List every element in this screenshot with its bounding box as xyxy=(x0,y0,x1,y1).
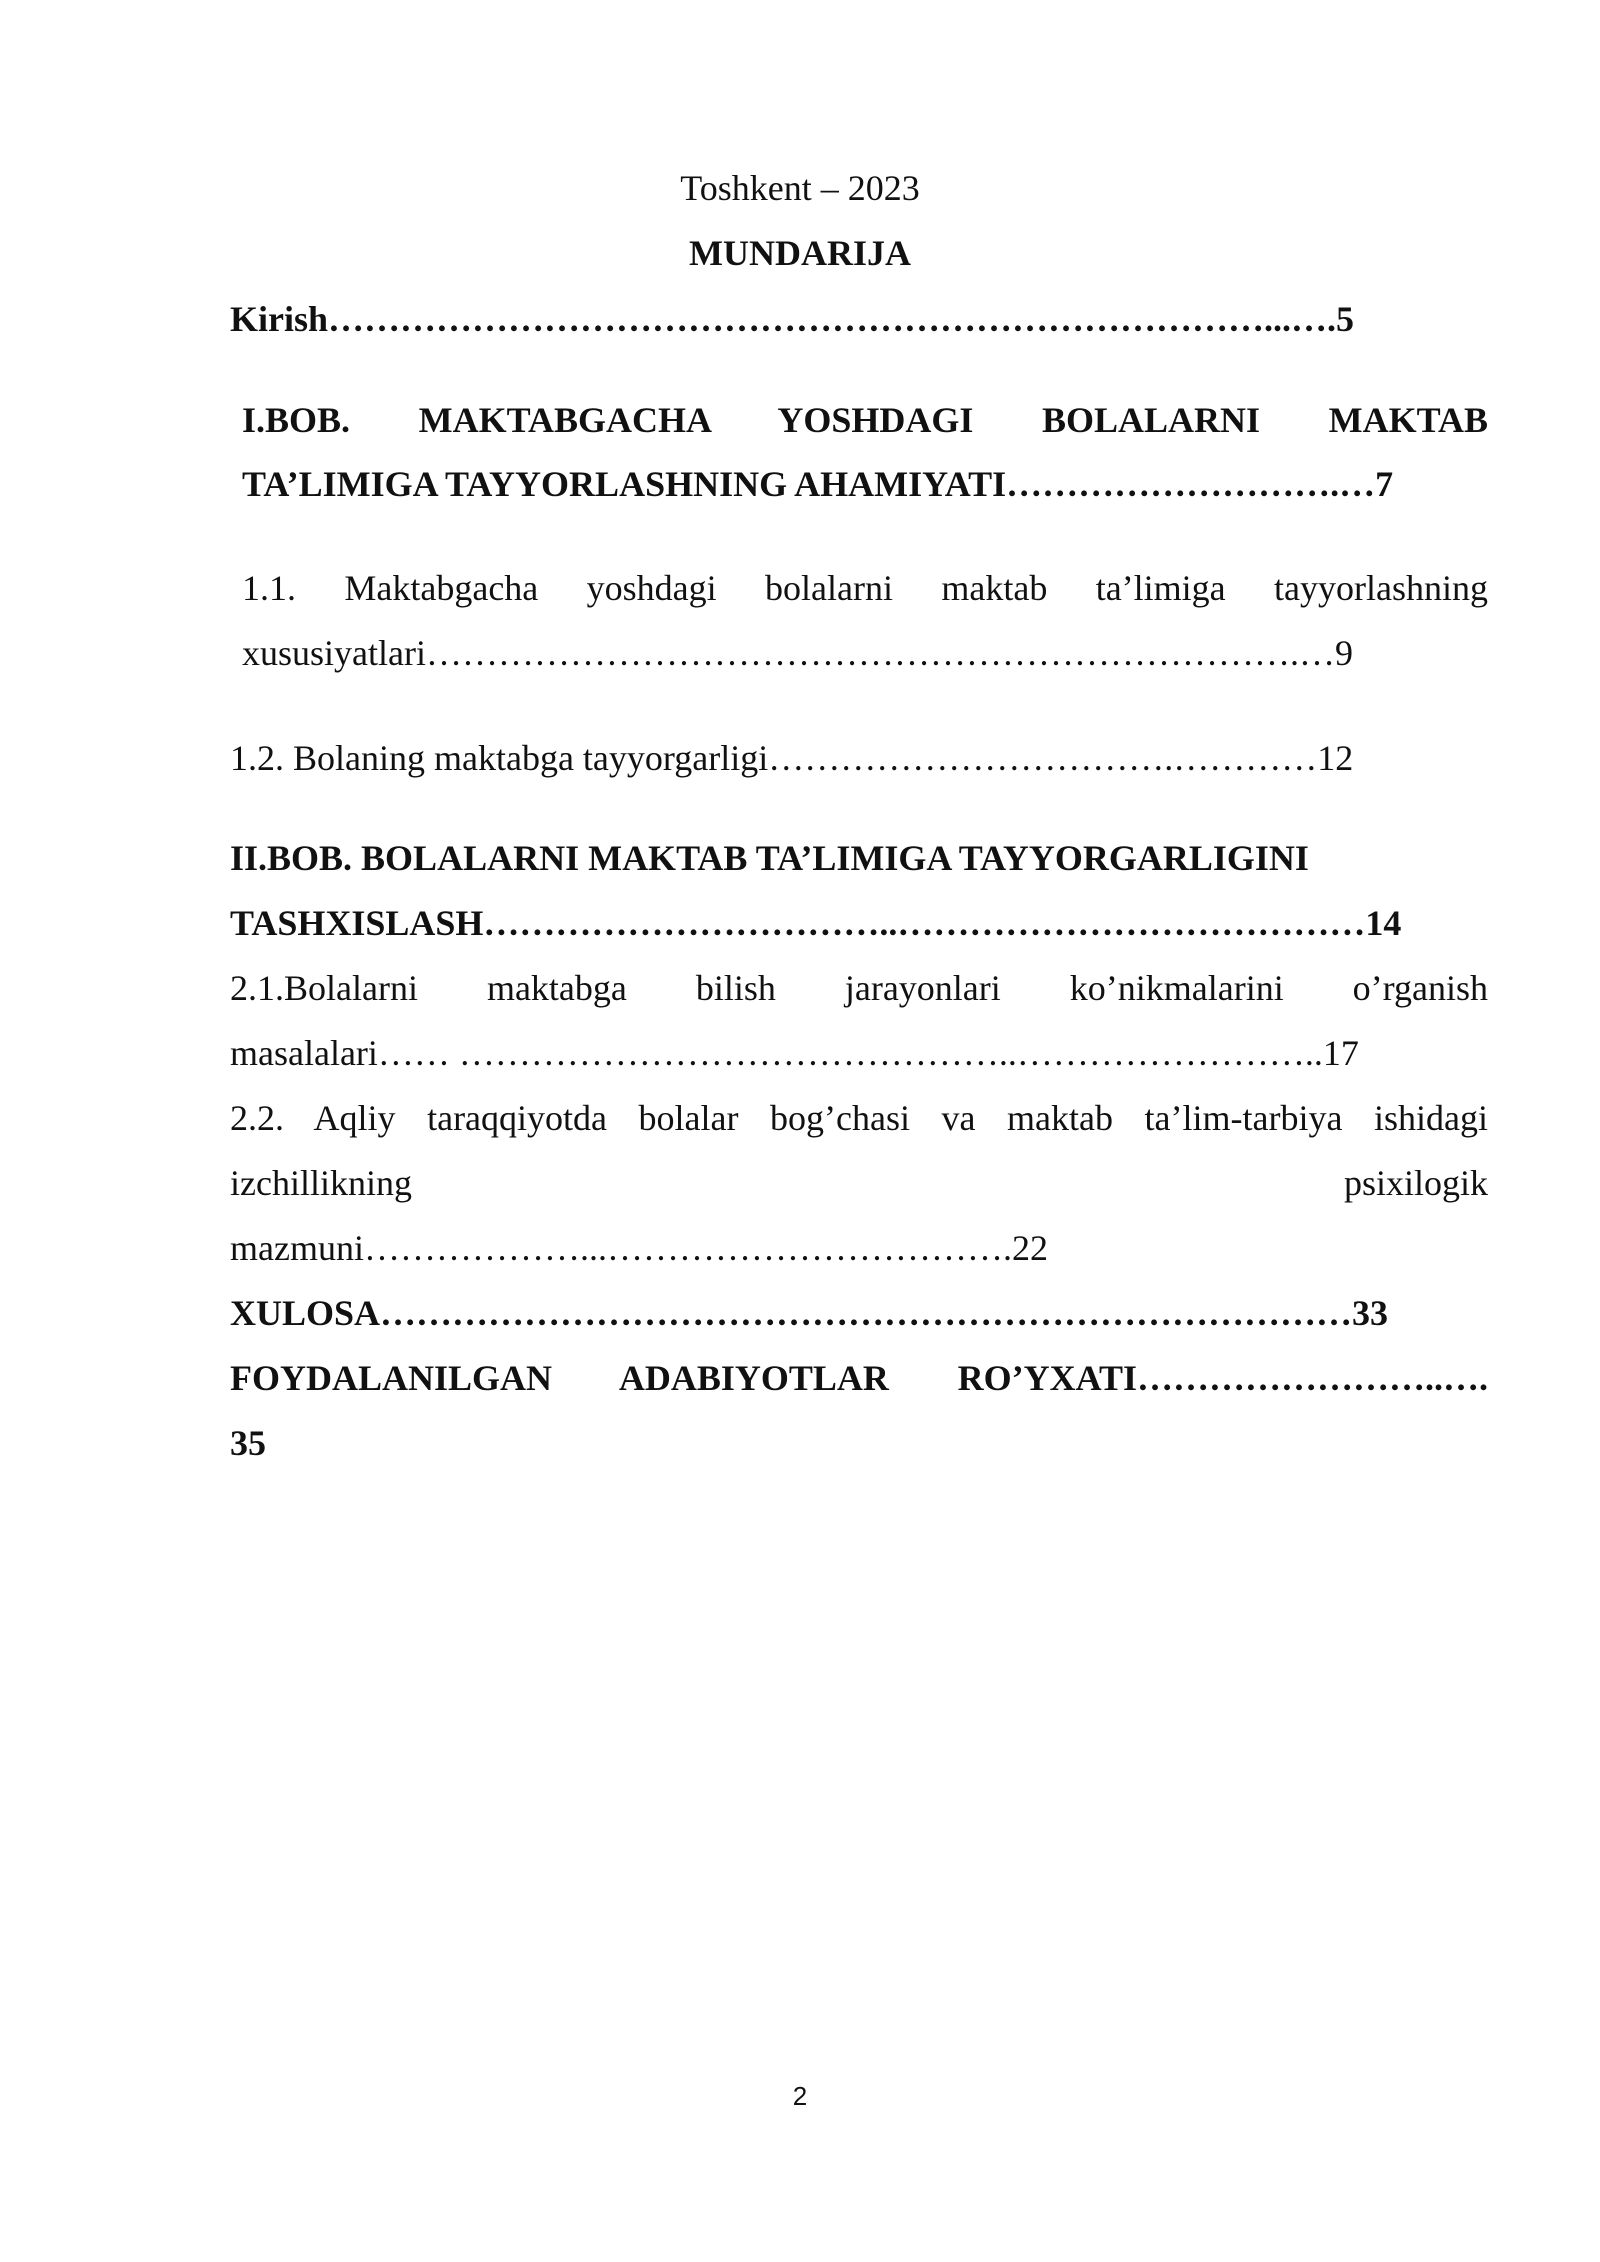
toc-entry-section-2-2-line-3: mazmuni………………...…………………………….22 xyxy=(230,1228,1048,1268)
toc-entry-chapter-2-line-2: TASHXISLASH……………………………..…………………………………14 xyxy=(230,903,1402,943)
toc-entry-section-1-1-line-2: xususiyatlari……………………………………………………………….…9 xyxy=(242,633,1353,673)
toc-title: MUNDARIJA xyxy=(689,233,911,273)
toc-entry-references-line-1: FOYDALANILGAN ADABIYOTLAR RO’YXATI……………………..…. xyxy=(230,1358,1488,1398)
page-number: 2 xyxy=(792,2081,808,2111)
toc-entry-section-2-1-line-2: masalalari…… ………………………………………..……………………..17 xyxy=(230,1033,1359,1073)
toc-entry-chapter-1-line-1: I.BOB. MAKTABGACHA YOSHDAGI BOLALARNI MAKTAB xyxy=(242,400,1488,440)
toc-entry-section-2-2-line-1: 2.2. Aqliy taraqqiyotda bolalar bog’chasi va maktab ta’lim-tarbiya ishidagi xyxy=(230,1098,1488,1138)
toc-entry-chapter-1-line-2: TA’LIMIGA TAYYORLASHNING AHAMIYATI……………………….…7 xyxy=(242,464,1394,504)
city-year: Toshkent – 2023 xyxy=(680,168,920,208)
toc-entry-conclusion: XULOSA………………………………………………………………………33 xyxy=(230,1293,1389,1333)
toc-entry-section-1-2: 1.2. Bolaning maktabga tayyorgarligi…………………………….…………12 xyxy=(230,738,1354,778)
toc-entry-references-line-2: 35 xyxy=(230,1423,266,1463)
toc-entry-section-2-2-line-2: izchillikning psixilogik xyxy=(230,1163,1488,1203)
toc-entry-intro: Kirish……………………………………………………………………...….5 xyxy=(230,299,1355,339)
toc-entry-section-1-1-line-1: 1.1. Maktabgacha yoshdagi bolalarni maktab ta’limiga tayyorlashning xyxy=(242,568,1488,608)
toc-entry-chapter-2-line-1: II.BOB. BOLALARNI MAKTAB TA’LIMIGA TAYYORGARLIGINI xyxy=(230,838,1309,878)
toc-entry-section-2-1-line-1: 2.1.Bolalarni maktabga bilish jarayonlari ko’nikmalarini o’rganish xyxy=(230,968,1488,1008)
